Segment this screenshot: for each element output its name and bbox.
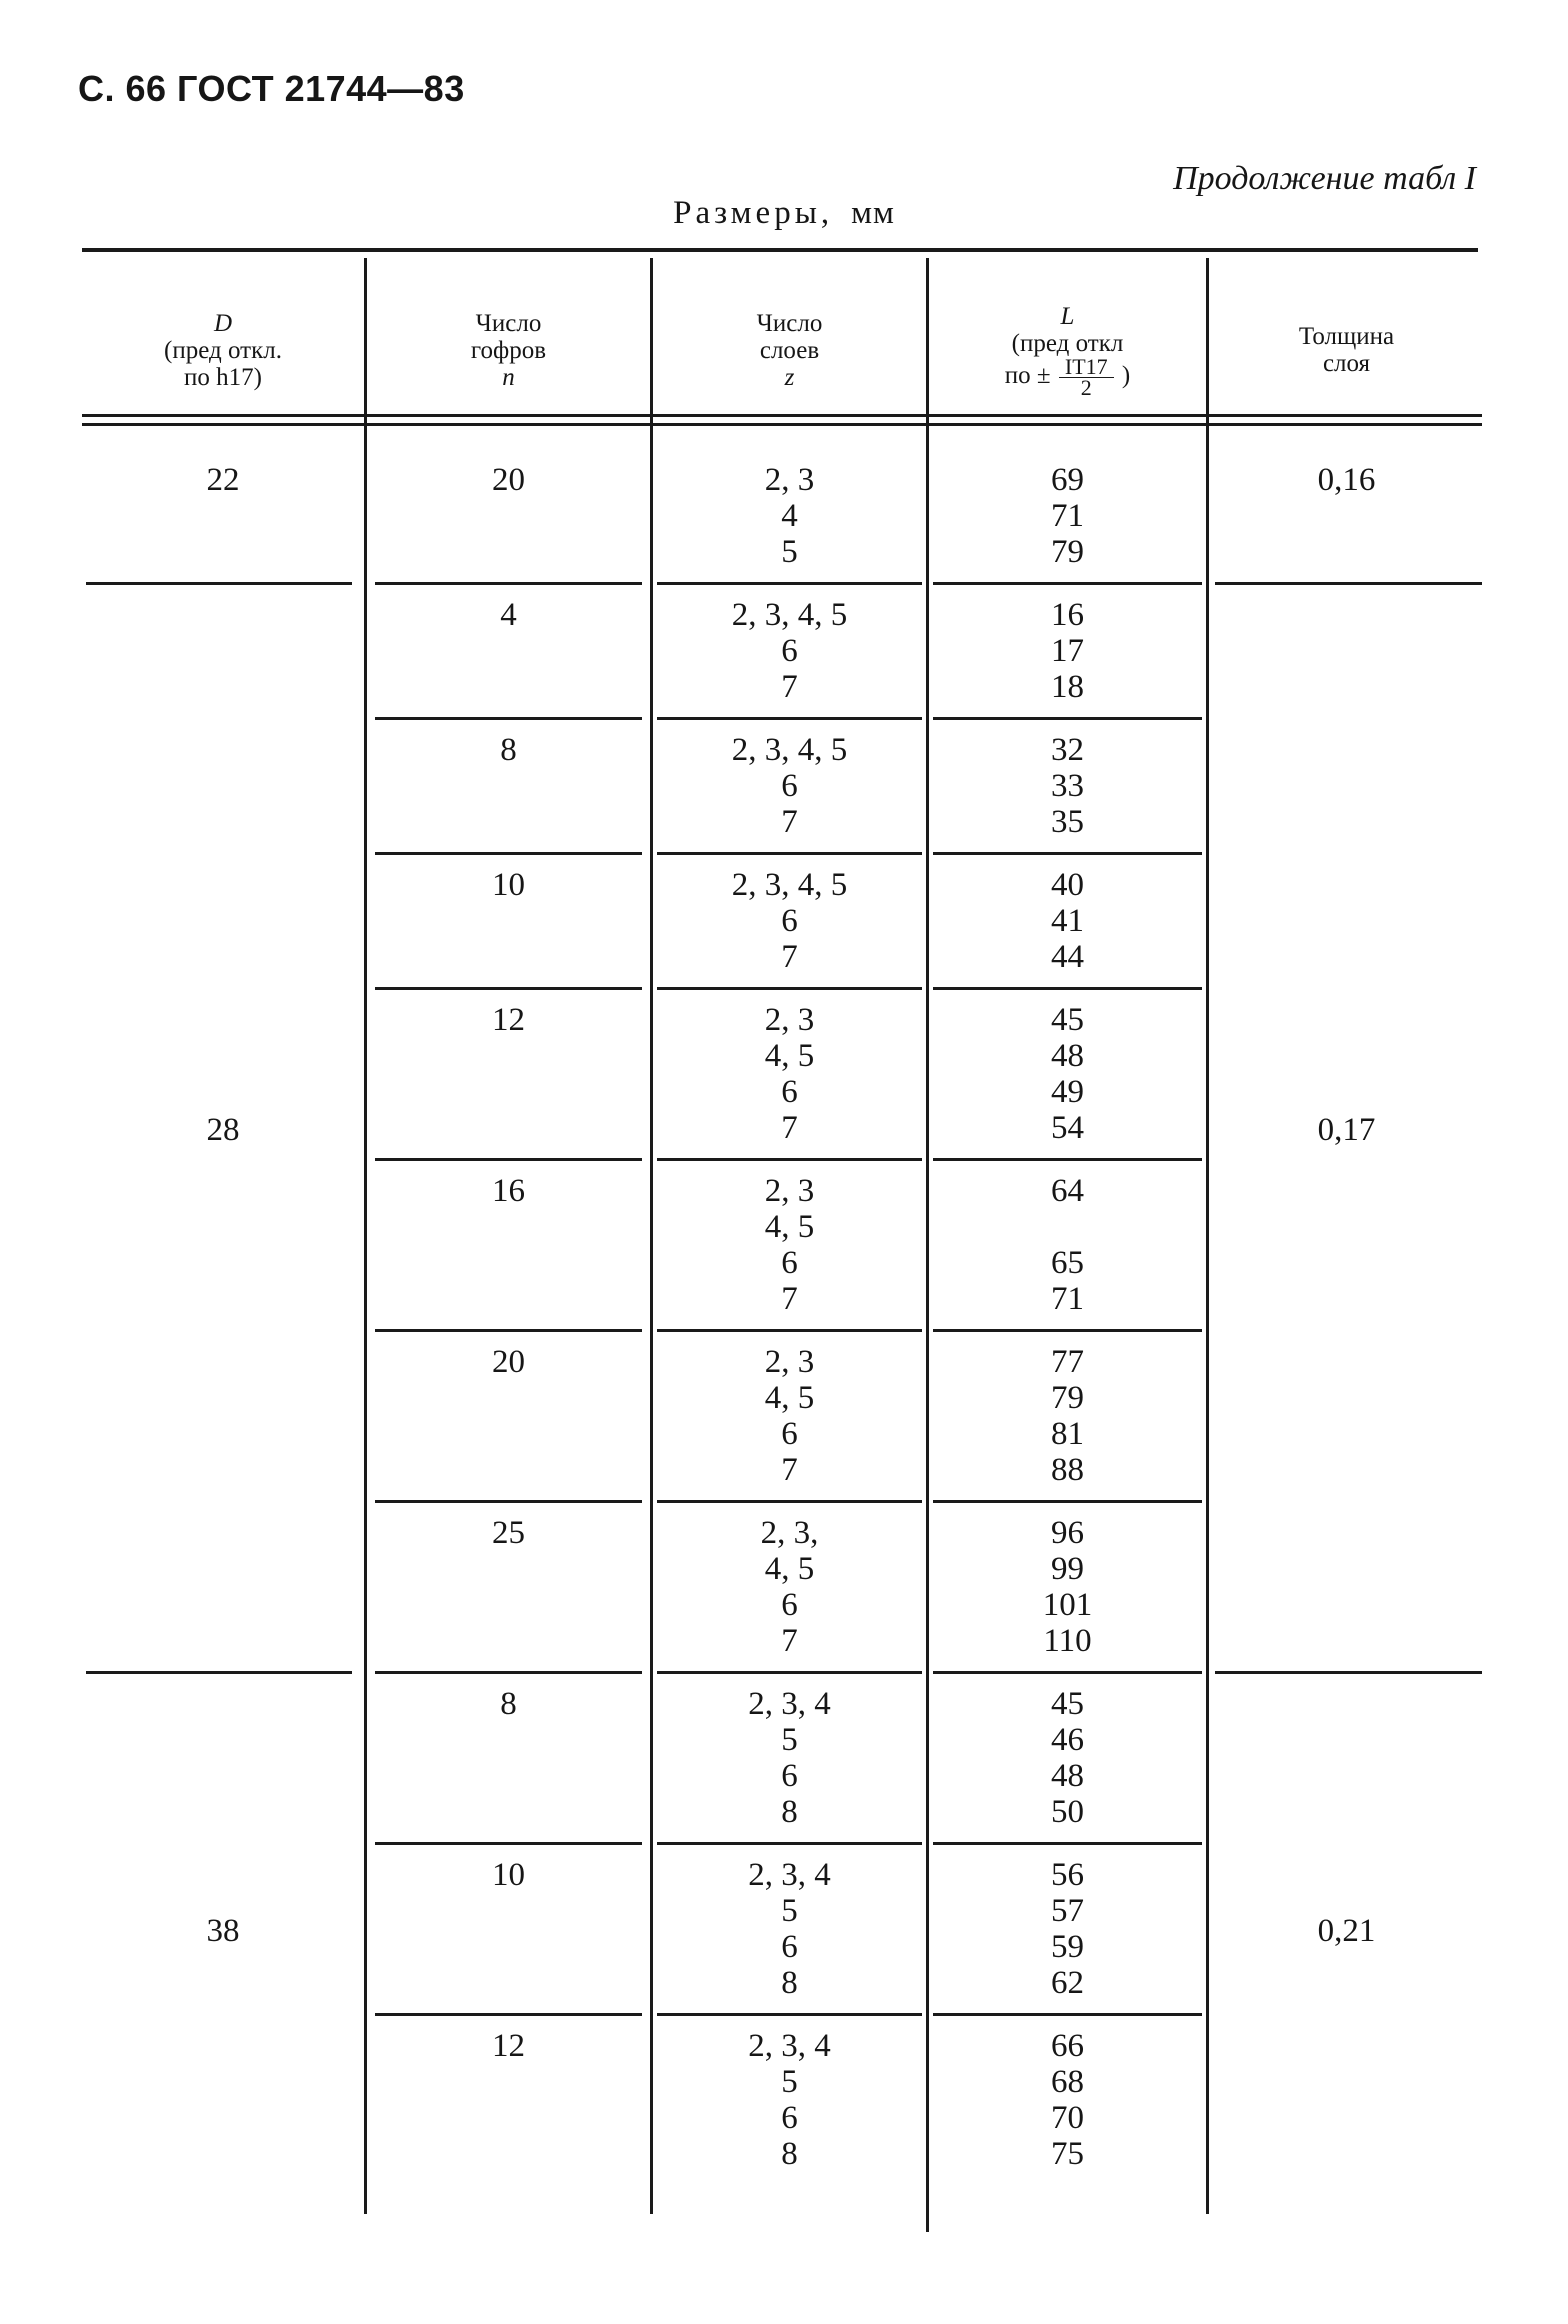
layer-count-cell-line: 6 (781, 2100, 798, 2136)
layer-count-cell-line: 4, 5 (764, 1380, 815, 1416)
length-cell-line: 62 (1051, 1965, 1084, 2001)
length-cell-line: 50 (1051, 1794, 1084, 1830)
length-cell-line: 75 (1051, 2136, 1084, 2172)
layer-count-cell-line: 7 (781, 669, 798, 705)
header-l-suffix: ) (1121, 361, 1131, 389)
units-label: Размеры, (673, 195, 834, 231)
length-cell-line: 16 (1051, 597, 1084, 633)
length-cell-line: 40 (1051, 867, 1084, 903)
corrugation-count-cell: 20 (492, 462, 525, 498)
row-separator-l (933, 582, 1202, 585)
row-separator-n (375, 987, 642, 990)
layer-count-cell (653, 867, 926, 975)
length-cell-line: 35 (1051, 804, 1084, 840)
layer-count-cell-line: 2, 3 (764, 462, 815, 498)
length-cell-line: 48 (1051, 1038, 1084, 1074)
length-cell (929, 1344, 1206, 1488)
corrugation-count-cell: 20 (492, 1344, 525, 1380)
row-separator-n (375, 852, 642, 855)
layer-thickness-cell: 0,16 (1317, 462, 1376, 498)
layer-count-cell (653, 1002, 926, 1146)
layer-count-cell-line: 6 (781, 1587, 798, 1623)
layer-thickness-cell: 0,17 (1317, 1111, 1376, 1148)
header-n-line1: Число (475, 309, 542, 337)
header-t-line2: слоя (1322, 350, 1371, 377)
header-d (82, 290, 364, 410)
layer-count-cell-line: 8 (781, 2136, 798, 2172)
layer-count-cell-line: 6 (781, 1074, 798, 1110)
corrugation-count-cell: 16 (492, 1173, 525, 1209)
layer-thickness-cell: 0,21 (1317, 1912, 1376, 1949)
row-separator-z (657, 1329, 922, 1332)
row-separator-z (657, 1671, 922, 1674)
length-cell-line: 69 (1051, 462, 1084, 498)
header-l-fraction (1059, 353, 1114, 400)
layer-count-cell (653, 462, 926, 570)
diameter-cell: 28 (206, 1111, 240, 1148)
length-cell-line: 96 (1051, 1515, 1084, 1551)
row-separator-z (657, 987, 922, 990)
row-separator-z (657, 2013, 922, 2016)
group-separator-d (86, 582, 352, 585)
header-n-line2: гофров (470, 336, 547, 364)
row-separator-n (375, 582, 642, 585)
length-cell-line: 79 (1051, 1380, 1084, 1416)
layer-count-cell (653, 1857, 926, 2001)
length-cell (929, 1686, 1206, 1830)
units-caption (0, 195, 1568, 232)
length-cell-line: 110 (1043, 1623, 1092, 1659)
layer-count-cell-line: 2, 3, 4 (748, 1857, 831, 1893)
table-top-rule (82, 248, 1478, 252)
header-l-line1: (пред откл (1011, 329, 1124, 357)
header-d-line2: по h17) (184, 363, 262, 391)
length-cell-line: 88 (1051, 1452, 1084, 1488)
length-cell-line: 99 (1051, 1551, 1084, 1587)
layer-count-cell-line: 2, 3, 4 (748, 2028, 831, 2064)
length-cell-line: 41 (1051, 903, 1084, 939)
layer-count-cell (653, 597, 926, 705)
layer-count-cell (653, 1344, 926, 1488)
layer-count-cell-line: 7 (781, 804, 798, 840)
header-z-symbol: z (784, 363, 795, 391)
layer-count-cell-line: 4, 5 (764, 1551, 815, 1587)
length-cell-line: 17 (1051, 633, 1084, 669)
group-separator-d (86, 1671, 352, 1674)
header-t (1209, 290, 1484, 410)
header-l-frac-num: IT17 (1059, 357, 1114, 378)
length-cell-line: 71 (1051, 1281, 1084, 1317)
length-cell-line: 45 (1051, 1686, 1084, 1722)
length-cell-line: 56 (1051, 1857, 1084, 1893)
layer-count-cell-line: 7 (781, 939, 798, 975)
header-n-symbol: n (502, 363, 515, 391)
length-cell (929, 1002, 1206, 1146)
header-l-prefix: по ± (1004, 361, 1051, 389)
row-separator-l (933, 717, 1202, 720)
layer-count-cell-line: 4, 5 (764, 1038, 815, 1074)
header-d-line1: (пред откл. (164, 336, 282, 364)
layer-count-cell-line: 5 (781, 534, 798, 570)
header-n (367, 290, 650, 410)
header-bottom-rule-1 (82, 414, 1482, 417)
length-cell-line: 46 (1051, 1722, 1084, 1758)
corrugation-count-cell: 25 (492, 1515, 525, 1551)
length-cell-line: 33 (1051, 768, 1084, 804)
corrugation-count-cell: 10 (492, 1857, 525, 1893)
row-separator-l (933, 1500, 1202, 1503)
length-cell-line: 57 (1051, 1893, 1084, 1929)
length-cell-line: 48 (1051, 1758, 1084, 1794)
row-separator-n (375, 1500, 642, 1503)
length-cell-line: 66 (1051, 2028, 1084, 2064)
layer-count-cell-line: 6 (781, 1245, 798, 1281)
layer-count-cell-line: 5 (781, 1722, 798, 1758)
layer-count-cell (653, 1686, 926, 1830)
group-separator-t (1215, 1671, 1482, 1674)
length-cell (929, 1857, 1206, 2001)
layer-count-cell-line: 7 (781, 1281, 798, 1317)
layer-count-cell-line: 5 (781, 1893, 798, 1929)
layer-count-cell (653, 1515, 926, 1659)
layer-count-cell-line: 5 (781, 2064, 798, 2100)
header-l-frac-den: 2 (1080, 374, 1092, 400)
length-cell-line: 18 (1051, 669, 1084, 705)
row-separator-z (657, 717, 922, 720)
layer-count-cell (653, 2028, 926, 2172)
row-separator-n (375, 1842, 642, 1845)
length-cell-line: 32 (1051, 732, 1084, 768)
layer-count-cell-line: 2, 3, 4, 5 (731, 597, 848, 633)
layer-count-cell-line: 6 (781, 768, 798, 804)
layer-count-cell-line: 2, 3 (764, 1344, 815, 1380)
length-cell-line: 79 (1051, 534, 1084, 570)
header-l (929, 290, 1206, 410)
header-t-line1: Толщина (1298, 323, 1395, 350)
length-cell-line: 101 (1042, 1587, 1093, 1623)
layer-count-cell (653, 732, 926, 840)
layer-count-cell-line: 6 (781, 1416, 798, 1452)
corrugation-count-cell: 8 (500, 732, 517, 768)
corrugation-count-cell: 4 (500, 597, 517, 633)
length-cell (929, 1515, 1206, 1659)
layer-count-cell-line: 2, 3, (760, 1515, 819, 1551)
diameter-cell: 38 (206, 1912, 240, 1949)
row-separator-z (657, 852, 922, 855)
layer-count-cell-line: 6 (781, 1758, 798, 1794)
layer-count-cell-line: 8 (781, 1794, 798, 1830)
length-cell (929, 462, 1206, 570)
layer-count-cell-line: 7 (781, 1452, 798, 1488)
diameter-cell: 22 (206, 462, 240, 498)
length-cell-line: 77 (1051, 1344, 1084, 1380)
row-separator-n (375, 1329, 642, 1332)
layer-count-cell-line: 6 (781, 903, 798, 939)
layer-count-cell (653, 1173, 926, 1317)
layer-count-cell-line: 2, 3 (764, 1173, 815, 1209)
row-separator-l (933, 1158, 1202, 1161)
corrugation-count-cell: 12 (492, 1002, 525, 1038)
group-separator-t (1215, 582, 1482, 585)
length-cell-line: 59 (1051, 1929, 1084, 1965)
header-bottom-rule-2 (82, 423, 1482, 426)
length-cell (929, 2028, 1206, 2172)
table-continuation-label: Продолжение табл I (1173, 160, 1476, 197)
length-cell-line: 65 (1051, 1245, 1084, 1281)
layer-count-cell-line: 7 (781, 1623, 798, 1659)
layer-count-cell-line: 8 (781, 1965, 798, 2001)
layer-count-cell-line: 6 (781, 1929, 798, 1965)
length-cell-line: 81 (1051, 1416, 1084, 1452)
length-cell-line: 68 (1051, 2064, 1084, 2100)
length-cell-line: 44 (1051, 939, 1084, 975)
corrugation-count-cell: 8 (500, 1686, 517, 1722)
row-separator-n (375, 717, 642, 720)
length-cell (929, 1173, 1206, 1317)
row-separator-z (657, 1158, 922, 1161)
length-cell-line: 71 (1051, 498, 1084, 534)
length-cell-line: 49 (1051, 1074, 1084, 1110)
layer-count-cell-line: 4, 5 (764, 1209, 815, 1245)
header-z-line2: слоев (759, 336, 820, 364)
row-separator-l (933, 987, 1202, 990)
column-divider-1 (364, 258, 367, 2214)
row-separator-z (657, 1842, 922, 1845)
row-separator-l (933, 2013, 1202, 2016)
corrugation-count-cell: 12 (492, 2028, 525, 2064)
length-cell-line: 64 (1051, 1173, 1084, 1209)
header-d-symbol: D (213, 309, 233, 337)
layer-count-cell-line: 2, 3, 4 (748, 1686, 831, 1722)
layer-count-cell-line: 4 (781, 498, 798, 534)
layer-count-cell-line: 7 (781, 1110, 798, 1146)
length-cell-line: 54 (1051, 1110, 1084, 1146)
row-separator-l (933, 1842, 1202, 1845)
layer-count-cell-line: 2, 3, 4, 5 (731, 867, 848, 903)
row-separator-n (375, 2013, 642, 2016)
length-cell-line (929, 1209, 1206, 1245)
row-separator-z (657, 1500, 922, 1503)
layer-count-cell-line: 6 (781, 633, 798, 669)
length-cell-line: 70 (1051, 2100, 1084, 2136)
header-z-line1: Число (756, 309, 823, 337)
length-cell-line: 45 (1051, 1002, 1084, 1038)
layer-count-cell-line: 2, 3 (764, 1002, 815, 1038)
length-cell (929, 597, 1206, 705)
length-cell (929, 732, 1206, 840)
header-z (653, 290, 926, 410)
layer-count-cell-line: 2, 3, 4, 5 (731, 732, 848, 768)
row-separator-z (657, 582, 922, 585)
row-separator-l (933, 1671, 1202, 1674)
page-header: С. 66 ГОСТ 21744—83 (78, 68, 465, 109)
row-separator-n (375, 1158, 642, 1161)
length-cell (929, 867, 1206, 975)
corrugation-count-cell: 10 (492, 867, 525, 903)
units-unit: мм (851, 195, 895, 231)
header-l-line2 (1004, 353, 1131, 400)
row-separator-l (933, 852, 1202, 855)
row-separator-l (933, 1329, 1202, 1332)
header-l-symbol: L (1060, 302, 1075, 330)
row-separator-n (375, 1671, 642, 1674)
